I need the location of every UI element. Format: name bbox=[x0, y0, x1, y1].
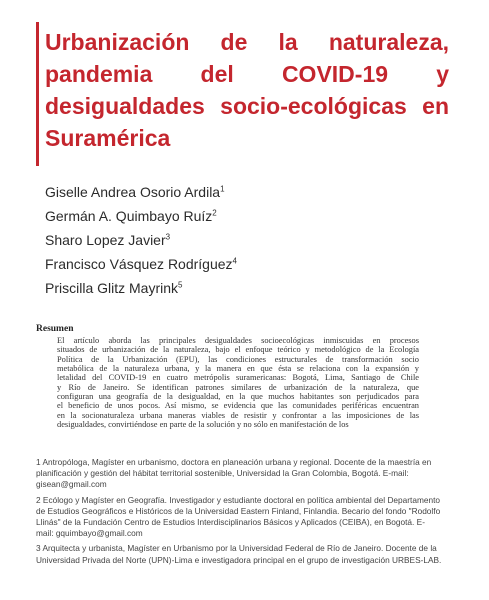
author-footnote-marker: 5 bbox=[178, 280, 183, 290]
author-name: Priscilla Glitz Mayrink bbox=[45, 280, 179, 296]
author-name: Sharo Lopez Javier bbox=[45, 232, 166, 248]
author-footnote-marker: 1 bbox=[220, 184, 225, 194]
author-name: Francisco Vásquez Rodríguez bbox=[45, 256, 233, 272]
author bbox=[45, 180, 345, 204]
author bbox=[45, 252, 345, 276]
abstract-line: el beneficio de unos pocos. Así mismo, se evidencia que las comunidades periféricas encuentran bbox=[57, 401, 419, 411]
author-name: Giselle Andrea Osorio Ardila bbox=[45, 184, 221, 200]
footnote-line: de Estudios Geográficos e Históricos de la Universidad Eastern Finland, Finlandia. Becario del fondo "Rodolfo bbox=[36, 505, 441, 516]
footnotes bbox=[36, 457, 454, 570]
abstract-line: metabólica de la naturaleza urbana, y la manera en que ésta se relaciona con la expansión y bbox=[57, 364, 419, 374]
paper-title bbox=[45, 26, 449, 154]
title-line: Urbanización de la naturaleza, bbox=[45, 29, 449, 55]
abstract-line: letalidad del COVID-19 en cuatro metrópolis suramericanas: Bogotá, Lima, Santiago de Chile bbox=[57, 373, 419, 383]
abstract-line: configuran una geografía de la desigualdad, en la que muchos habitantes son perjudicados para bbox=[57, 392, 419, 402]
author bbox=[45, 228, 345, 252]
abstract-line: situados de urbanización de la naturaleza, bajo el enfoque teórico y metodológico de la Ecología bbox=[57, 345, 419, 355]
author-footnote-marker: 4 bbox=[232, 256, 237, 266]
title-line: pandemia del COVID-19 y bbox=[45, 61, 449, 87]
abstract-line: desigualdades, convirtiéndose en parte de la solución y no sólo en manifestación de los bbox=[57, 420, 349, 430]
title-accent-bar bbox=[36, 22, 39, 166]
abstract-line: El artículo aborda las principales desigualdades socioecológicas inmiscuidas en procesos bbox=[57, 336, 419, 345]
author-footnote-marker: 3 bbox=[165, 232, 171, 242]
author-list bbox=[45, 180, 345, 300]
footnote bbox=[36, 495, 454, 540]
footnote-line: mail: gquimbayo@gmail.com bbox=[36, 528, 143, 539]
abstract-line: en la socionaturaleza urbana maneras viables de resistir y confrontar a las imposiciones de las bbox=[57, 410, 419, 420]
footnote-line: 3 Arquitecta y urbanista, Magíster en Urbanismo por la Universidad Federal de Río de Janeiro. Docente de la bbox=[36, 543, 437, 554]
footnote-line: gisean@gmail.com bbox=[36, 479, 107, 490]
abstract-heading: Resumen bbox=[36, 324, 74, 334]
footnote bbox=[36, 543, 454, 565]
author bbox=[45, 204, 345, 228]
footnote-line: 1 Antropóloga, Magíster en urbanismo, doctora en planeación urbana y regional. Docente de la maestría en bbox=[36, 457, 432, 467]
abstract-line: y Río de Janeiro. Se identifican patrones similares de urbanización de la naturaleza, que bbox=[57, 382, 419, 392]
footnote-line: 2 Ecólogo y Magíster en Geografía. Investigador y estudiante doctoral en política ambiental del Departamento bbox=[36, 494, 441, 505]
abstract-body bbox=[57, 336, 419, 429]
abstract-line: Política de la Urbanización (EPU), las condiciones estructurales de transformación socio bbox=[57, 354, 419, 364]
footnote-line: Llinás" de la Fundación Centro de Estudios Interdisciplinarios Básicos y Aplicados (CEIBA), en Bogotá. E- bbox=[36, 517, 425, 528]
title-line: desigualdades socio-ecológicas en bbox=[45, 93, 449, 119]
author-name: Germán A. Quimbayo Ruíz bbox=[45, 208, 213, 224]
footnote-line: Universidad Privada del Norte (UPN)-Lima e investigadora principal en el grupo de investigación URBES-LAB. bbox=[36, 554, 442, 565]
footnote-line: planificación y gestión del hábitat territorial sostenible, Universidad la Gran Colombia, Bogotá. E-mail: bbox=[36, 468, 409, 479]
author bbox=[45, 276, 345, 300]
footnote bbox=[36, 457, 454, 491]
author-footnote-marker: 2 bbox=[212, 208, 217, 218]
title-line: Suramérica bbox=[45, 125, 171, 151]
